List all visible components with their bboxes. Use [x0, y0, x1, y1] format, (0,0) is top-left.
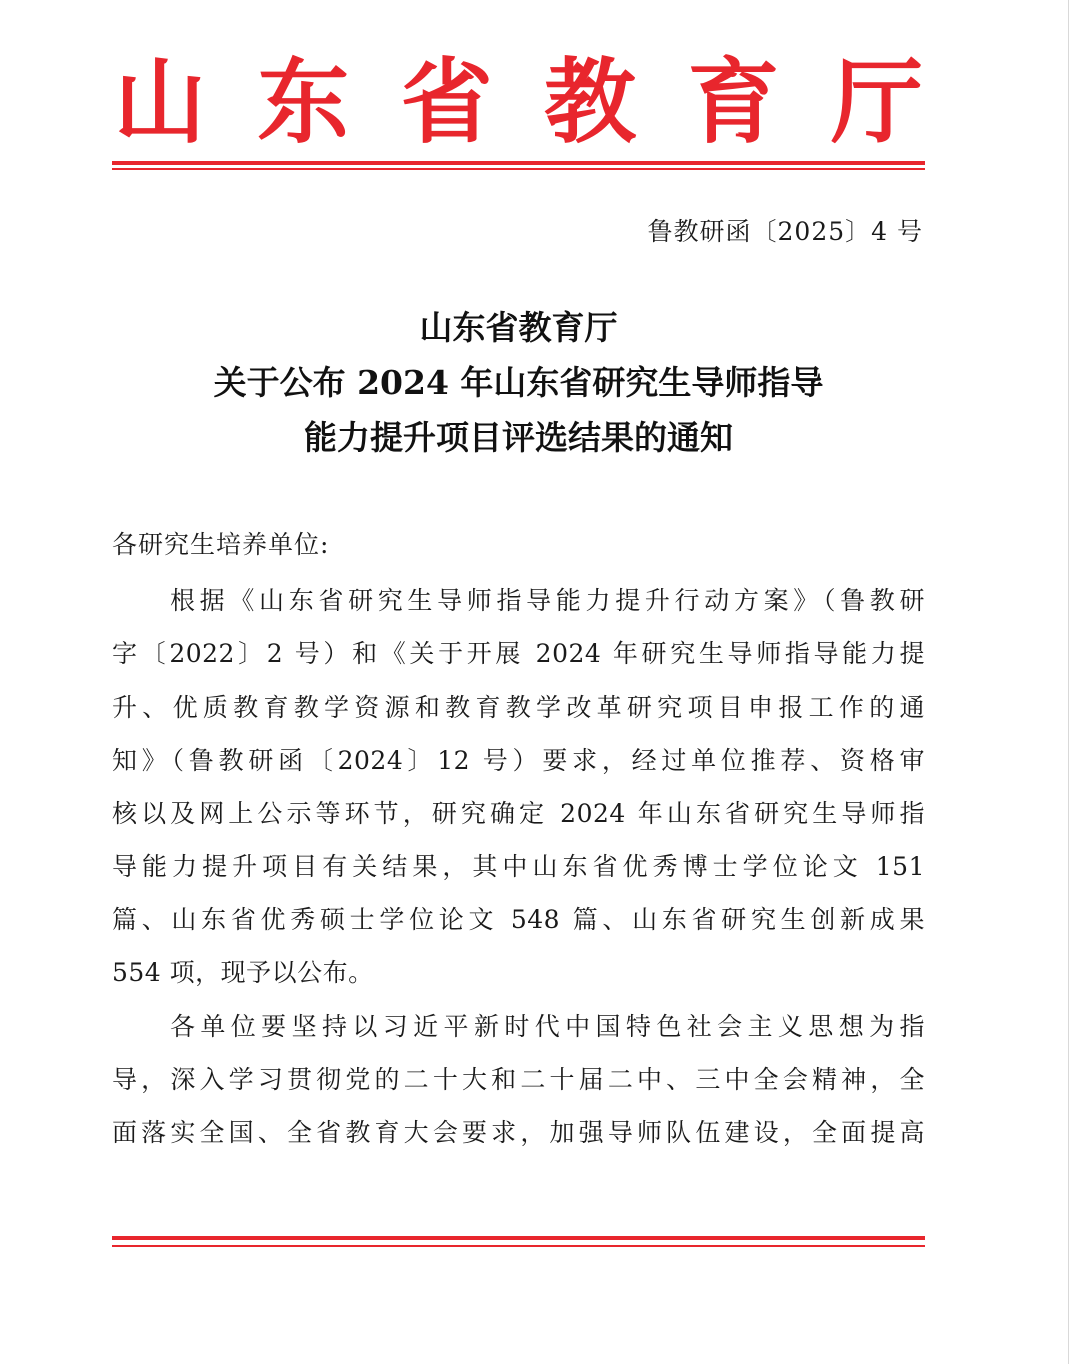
body-line: 554 项，现予以公布。 [112, 958, 374, 987]
title-line-2: 关于公布 2024 年山东省研究生导师指导 [213, 363, 824, 402]
body-line: 面落实全国、全省教育大会要求，加强导师队伍建设，全面提高 [112, 1118, 925, 1147]
body-line: 根据《山东省研究生导师指导能力提升行动方案》（鲁教研 [170, 586, 925, 615]
header-red-rule-thin [112, 168, 925, 170]
letterhead-title [112, 48, 925, 156]
page-edge-border [1068, 0, 1069, 1364]
footer-red-rule-thin [112, 1245, 925, 1247]
document-title [112, 300, 925, 465]
title-line-1: 山东省教育厅 [419, 308, 618, 347]
letterhead-char: 育 [687, 48, 780, 156]
document-number: 鲁教研函〔2025〕4 号 [647, 217, 923, 246]
title-line-3: 能力提升项目评选结果的通知 [304, 418, 733, 457]
letterhead-char: 东 [257, 48, 350, 156]
letterhead-char: 教 [544, 48, 637, 156]
body-line: 篇、山东省优秀硕士学位论文 548 篇、山东省研究生创新成果 [112, 905, 925, 934]
body-line: 各单位要坚持以习近平新时代中国特色社会主义思想为指 [170, 1012, 925, 1041]
letterhead-char: 省 [400, 48, 493, 156]
body-line: 导能力提升项目有关结果，其中山东省优秀博士学位论文 151 [112, 852, 925, 881]
body-line: 知》（鲁教研函〔2024〕12 号）要求，经过单位推荐、资格审 [112, 746, 925, 775]
body-line: 核以及网上公示等环节，研究确定 2024 年山东省研究生导师指 [112, 799, 925, 828]
footer-red-rule-thick [112, 1236, 925, 1240]
letterhead-char: 厅 [830, 48, 923, 156]
header-red-rule-thick [112, 161, 925, 165]
body-line: 升、优质教育教学资源和教育教学改革研究项目申报工作的通 [112, 693, 925, 722]
salutation: 各研究生培养单位: [112, 530, 330, 559]
letterhead-char: 山 [113, 48, 206, 156]
body-line: 字〔2022〕2 号）和《关于开展 2024 年研究生导师指导能力提 [112, 639, 925, 668]
body-line: 导，深入学习贯彻党的二十大和二十届二中、三中全会精神，全 [112, 1065, 925, 1094]
